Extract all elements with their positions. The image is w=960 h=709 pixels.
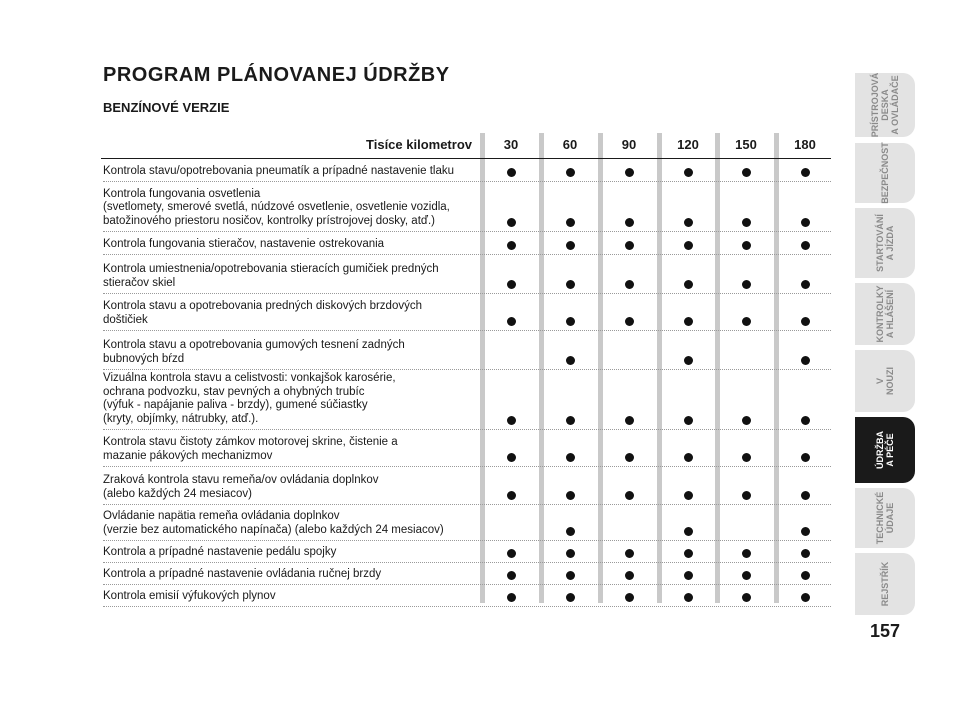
chapter-tab[interactable] bbox=[855, 488, 915, 548]
row-description: Zraková kontrola stavu remeňa/ov ovládania doplnkov (alebo každých 24 mesiacov) bbox=[103, 474, 379, 500]
service-dot bbox=[684, 280, 693, 289]
service-dot bbox=[507, 416, 516, 425]
column-header-180: 180 bbox=[794, 137, 816, 152]
chapter-tab-label: TECHNICKÉ ÚDAJE bbox=[875, 491, 895, 545]
row-description: Kontrola fungovania osvetlenia (svetlomety, smerové svetlá, núdzové osvetlenie, osvetlenie vozidla, batožinového priestoru nosičov, kontrolky prístrojovej dosky, atď.) bbox=[103, 187, 450, 227]
table-row bbox=[103, 505, 831, 541]
row-description: Kontrola stavu a opotrebovania gumových tesnení zadných bubnových bŕzd bbox=[103, 339, 405, 365]
chapter-tab-label: REJSTŘÍK bbox=[880, 561, 890, 607]
chapter-tab[interactable] bbox=[855, 417, 915, 483]
service-dot bbox=[742, 453, 751, 462]
service-dot bbox=[801, 527, 810, 536]
table-row bbox=[103, 159, 831, 182]
column-header-150: 150 bbox=[735, 137, 757, 152]
service-dot bbox=[742, 491, 751, 500]
row-description: Kontrola a prípadné nastavenie pedálu spojky bbox=[103, 545, 337, 558]
service-dot bbox=[801, 571, 810, 580]
service-dot bbox=[801, 549, 810, 558]
service-dot bbox=[801, 168, 810, 177]
chapter-tab[interactable] bbox=[855, 73, 915, 137]
table-row bbox=[103, 585, 831, 607]
service-dot bbox=[566, 549, 575, 558]
service-dot bbox=[742, 168, 751, 177]
service-dot bbox=[507, 571, 516, 580]
service-dot bbox=[625, 317, 634, 326]
service-dot bbox=[684, 453, 693, 462]
service-dot bbox=[684, 241, 693, 250]
service-dot bbox=[801, 241, 810, 250]
service-dot bbox=[684, 416, 693, 425]
service-dot bbox=[801, 317, 810, 326]
table-row bbox=[103, 232, 831, 255]
table-row bbox=[103, 467, 831, 505]
chapter-tab-label: ÚDRŽBA A PÉČE bbox=[875, 431, 895, 469]
chapter-tab-label: BEZPEČNOST bbox=[880, 142, 890, 204]
chapter-tab[interactable] bbox=[855, 553, 915, 615]
service-dot bbox=[742, 280, 751, 289]
service-dot bbox=[625, 491, 634, 500]
service-dot bbox=[684, 168, 693, 177]
service-dot bbox=[742, 218, 751, 227]
table-row bbox=[103, 255, 831, 294]
service-dot bbox=[742, 549, 751, 558]
table-row bbox=[103, 430, 831, 467]
chapter-tab-label: STARTOVÁNÍ A JÍZDA bbox=[875, 214, 895, 272]
service-dot bbox=[742, 571, 751, 580]
service-dot bbox=[507, 280, 516, 289]
service-dot bbox=[684, 571, 693, 580]
service-dot bbox=[625, 168, 634, 177]
service-dot bbox=[507, 593, 516, 602]
service-dot bbox=[566, 317, 575, 326]
table-row bbox=[103, 331, 831, 370]
chapter-tab[interactable] bbox=[855, 208, 915, 278]
service-dot bbox=[566, 218, 575, 227]
service-dot bbox=[566, 168, 575, 177]
column-header-60: 60 bbox=[562, 137, 578, 152]
service-dot bbox=[507, 218, 516, 227]
service-dot bbox=[566, 593, 575, 602]
service-dot bbox=[625, 280, 634, 289]
service-dot bbox=[801, 453, 810, 462]
service-dot bbox=[684, 317, 693, 326]
row-description: Kontrola a prípadné nastavenie ovládania ručnej brzdy bbox=[103, 567, 382, 580]
service-dot bbox=[566, 571, 575, 580]
service-dot bbox=[801, 218, 810, 227]
table-row bbox=[103, 182, 831, 232]
service-dot bbox=[742, 241, 751, 250]
service-dot bbox=[684, 491, 693, 500]
chapter-tab[interactable] bbox=[855, 283, 915, 345]
table-row bbox=[103, 541, 831, 563]
service-dot bbox=[566, 416, 575, 425]
service-dot bbox=[566, 241, 575, 250]
service-dot bbox=[625, 218, 634, 227]
row-description: Ovládanie napätia remeňa ovládania doplnkov (verzie bez automatického napínača) (alebo každých 24 mesiacov) bbox=[103, 510, 444, 536]
service-dot bbox=[507, 241, 516, 250]
service-dot bbox=[801, 416, 810, 425]
service-dot bbox=[801, 491, 810, 500]
service-dot bbox=[742, 317, 751, 326]
row-description: Vizuálna kontrola stavu a celistvosti: vonkajšok karosérie, ochrana podvozku, stav pevných a ohybných trubíc (výfuk - napájanie paliva - brzdy), gumené súčiastky (kryty, objímky, nátrubky, atď.). bbox=[103, 372, 396, 425]
service-dot bbox=[566, 527, 575, 536]
service-dot bbox=[684, 356, 693, 365]
service-dot bbox=[801, 593, 810, 602]
service-dot bbox=[684, 527, 693, 536]
row-description: Kontrola umiestnenia/opotrebovania stieracích gumičiek predných stieračov skiel bbox=[103, 263, 439, 289]
service-dot bbox=[684, 549, 693, 558]
chapter-tab-label: PRÍSTROJOVÁ DESKA A OVLÁDAČE bbox=[870, 72, 900, 138]
row-description: Kontrola stavu čistoty zámkov motorovej skrine, čistenie a mazanie pákových mechanizmov bbox=[103, 436, 398, 462]
page-title: PROGRAM PLÁNOVANEJ ÚDRŽBY bbox=[103, 64, 450, 86]
service-dot bbox=[684, 218, 693, 227]
column-header-90: 90 bbox=[621, 137, 637, 152]
row-description: Kontrola fungovania stieračov, nastavenie ostrekovania bbox=[103, 237, 385, 250]
service-dot bbox=[625, 453, 634, 462]
section-subtitle: BENZÍNOVÉ VERZIE bbox=[103, 100, 230, 115]
service-dot bbox=[801, 356, 810, 365]
chapter-tab[interactable] bbox=[855, 143, 915, 203]
table-row bbox=[103, 563, 831, 585]
service-dot bbox=[507, 491, 516, 500]
service-dot bbox=[625, 241, 634, 250]
table-row bbox=[103, 294, 831, 331]
page-number: 157 bbox=[869, 621, 901, 641]
service-dot bbox=[625, 416, 634, 425]
row-description: Kontrola emisií výfukových plynov bbox=[103, 589, 276, 602]
service-dot bbox=[625, 593, 634, 602]
chapter-tab-label: V NOUZI bbox=[875, 367, 895, 395]
chapter-tab[interactable] bbox=[855, 350, 915, 412]
service-dot bbox=[742, 593, 751, 602]
service-dot bbox=[684, 593, 693, 602]
service-dot bbox=[507, 453, 516, 462]
km-header-label: Tisíce kilometrov bbox=[366, 137, 472, 152]
service-dot bbox=[566, 356, 575, 365]
service-dot bbox=[625, 571, 634, 580]
service-dot bbox=[507, 549, 516, 558]
row-description: Kontrola stavu a opotrebovania predných diskových brzdových doštičiek bbox=[103, 300, 422, 326]
service-dot bbox=[801, 280, 810, 289]
service-dot bbox=[566, 453, 575, 462]
service-dot bbox=[507, 168, 516, 177]
column-header-30: 30 bbox=[503, 137, 519, 152]
service-dot bbox=[742, 416, 751, 425]
column-header-120: 120 bbox=[677, 137, 699, 152]
service-dot bbox=[566, 491, 575, 500]
service-dot bbox=[507, 317, 516, 326]
chapter-tab-label: KONTROLKY A HLÁŠENÍ bbox=[875, 285, 895, 343]
table-row bbox=[103, 370, 831, 430]
service-dot bbox=[566, 280, 575, 289]
service-dot bbox=[625, 549, 634, 558]
row-description: Kontrola stavu/opotrebovania pneumatík a prípadné nastavenie tlaku bbox=[103, 164, 454, 177]
